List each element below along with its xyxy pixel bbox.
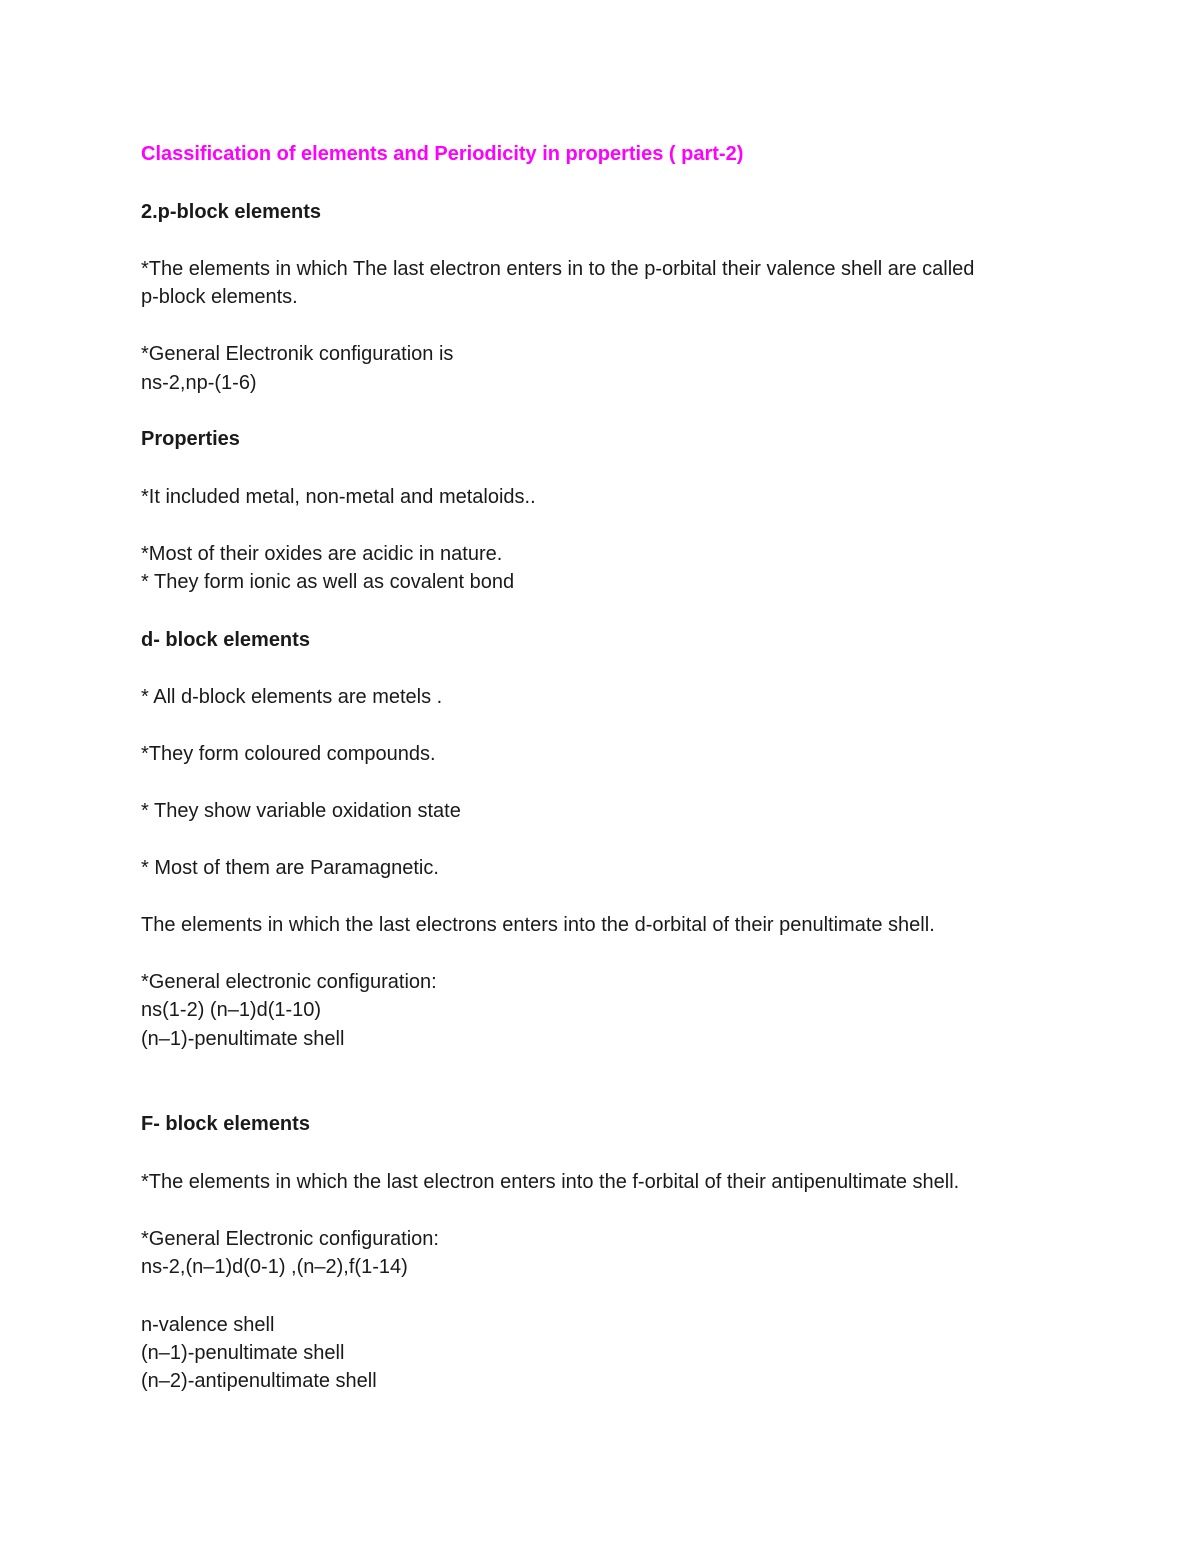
f-block-note: (n–2)-antipenultimate shell <box>141 1370 377 1392</box>
d-block-definition: The elements in which the last electrons enters into the d-orbital of their penultimate shell. <box>141 914 935 936</box>
p-block-heading: 2.p-block elements <box>141 201 322 223</box>
d-block-config-label: *General electronic configuration: <box>141 971 437 993</box>
d-block-item: * Most of them are Paramagnetic. <box>141 857 439 879</box>
f-block-config-value: ns-2,(n–1)d(0-1) ,(n–2),f(1-14) <box>141 1256 408 1278</box>
d-block-item: *They form coloured compounds. <box>141 743 436 765</box>
d-block-item: * They show variable oxidation state <box>141 800 461 822</box>
f-block-note: (n–1)-penultimate shell <box>141 1342 345 1364</box>
d-block-item: * All d-block elements are metels . <box>141 686 443 708</box>
p-block-config-label: *General Electronik configuration is <box>141 343 454 365</box>
p-block-config-value: ns-2,np-(1-6) <box>141 372 257 394</box>
f-block-config-label: *General Electronic configuration: <box>141 1228 439 1250</box>
properties-item: *It included metal, non-metal and metaloids.. <box>141 486 536 508</box>
properties-item: *Most of their oxides are acidic in nature. <box>141 543 503 565</box>
properties-heading: Properties <box>141 428 240 450</box>
p-block-definition-line-1: *The elements in which The last electron enters in to the p-orbital their valence shell are called <box>141 258 975 280</box>
document-title: Classification of elements and Periodicity in properties ( part-2) <box>141 143 744 165</box>
f-block-heading: F- block elements <box>141 1113 310 1135</box>
f-block-note: n-valence shell <box>141 1314 275 1336</box>
d-block-config-note: (n–1)-penultimate shell <box>141 1028 345 1050</box>
p-block-definition-line-2: p-block elements. <box>141 286 298 308</box>
d-block-heading: d- block elements <box>141 629 310 651</box>
f-block-definition: *The elements in which the last electron enters into the f-orbital of their antipenultimate shell. <box>141 1171 960 1193</box>
properties-item: * They form ionic as well as covalent bond <box>141 571 515 593</box>
d-block-config-value: ns(1-2) (n–1)d(1-10) <box>141 999 322 1021</box>
